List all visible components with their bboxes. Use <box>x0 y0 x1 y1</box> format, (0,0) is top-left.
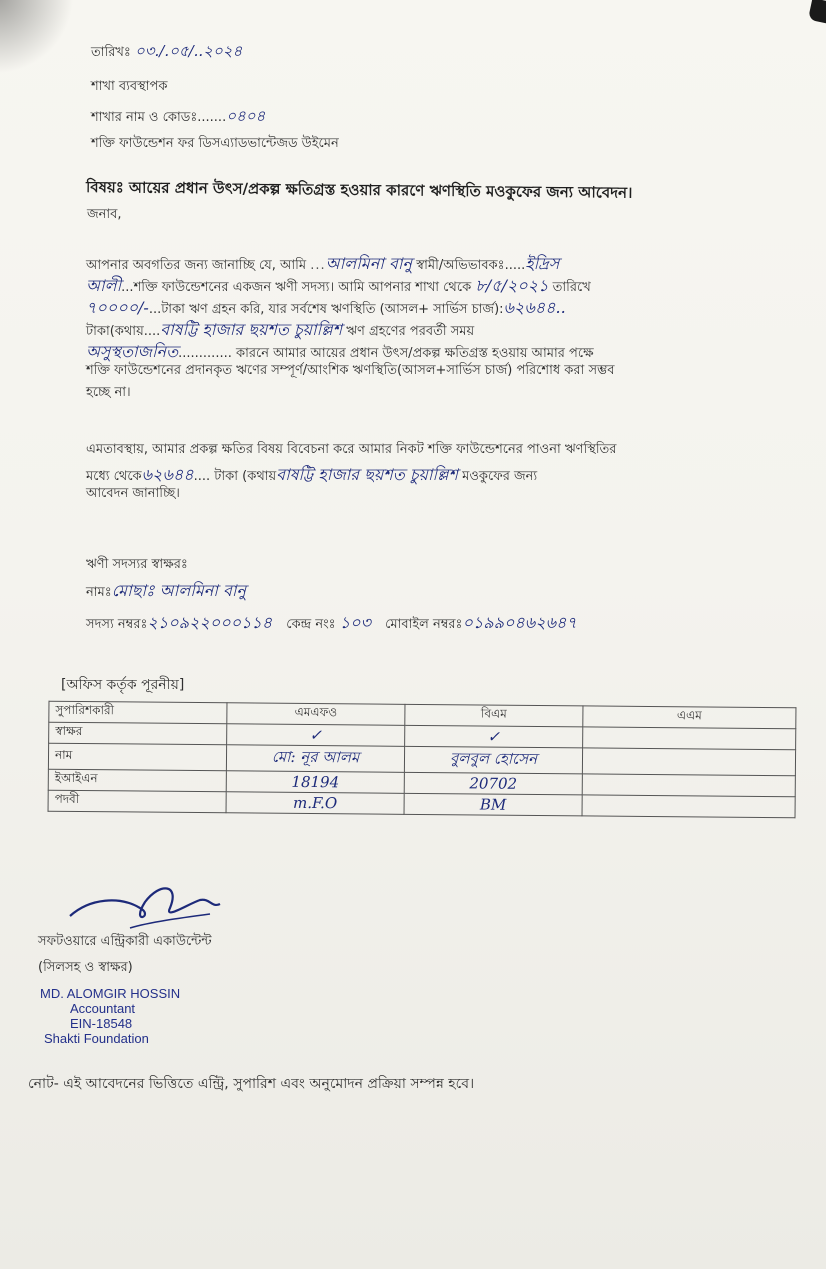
salutation: জনাব, <box>87 207 122 222</box>
member-full-name-hw: মোছাঃ আলমিনা বানু <box>111 581 247 600</box>
branch-code: ০৪০৪ <box>226 107 266 125</box>
member-name-hw: আলমিনা বানু <box>325 254 413 273</box>
date-line <box>91 40 242 65</box>
para1-text: ঋণ গ্রহণের পরবর্তী সময় <box>346 324 475 339</box>
para1-text: ............. কারনে আমার আয়ের প্রধান উৎস/প্রকল্প ক্ষতিগ্রস্ত হওয়ায় আমার পক্ষে <box>178 346 594 361</box>
mobile-label: মোবাইল নম্বরঃ <box>385 617 463 632</box>
para1-text: ...টাকা ঋণ গ্রহন করি, যার সর্বশেষ ঋণস্থিতি (আসল+ সার্ভিস চার্জ): <box>148 302 504 317</box>
am-signature <box>583 727 796 750</box>
balance-hw: ৬২৬৪৪.. <box>503 298 566 317</box>
member-info-line <box>86 610 577 637</box>
reason-hw: অসুস্থতাজনিত <box>86 342 179 361</box>
stamp-ein: EIN-18548 <box>70 1016 133 1031</box>
para1-text: আপনার অবগতির জন্য জানাচ্ছি যে, আমি <box>86 258 307 273</box>
para1-line1: আপনার অবগতির জন্য জানাচ্ছি যে, আমি ...আলমিনা বানু স্বামী/অভিভাবকঃ.....ইদ্রিস <box>86 254 560 273</box>
mfo-ein: 18194 <box>226 771 404 794</box>
para1-line6: শক্তি ফাউন্ডেশনের প্রদানকৃত ঋণের সম্পূর্ণ/আংশিক ঋণস্থিতি(আসল+সার্ভিস চার্জ) পরিশোধ করা সম্ভব <box>86 363 615 378</box>
col-mfo: এমএফও <box>227 703 405 726</box>
member-no-label: সদস্য নম্বরঃ <box>86 617 148 632</box>
am-designation <box>582 795 795 818</box>
mfo-signature: ✓ <box>227 724 405 747</box>
waiver-words-hw: বাষট্টি হাজার ছয়শত চুয়াল্লিশ <box>276 465 458 484</box>
am-ein <box>582 774 795 797</box>
accountant-label: সফটওয়ারে এন্ট্রিকারী একাউন্টেন্ট <box>38 934 212 949</box>
loan-date-hw: ৮/৫/২০২১ <box>475 276 549 295</box>
bm-name: বুলবুল হোসেন <box>404 746 582 774</box>
member-sig-label: ঋণী সদস্যর স্বাক্ষরঃ <box>86 557 188 572</box>
date-value: ০৩./.০৫/..২০২৪ <box>135 42 243 60</box>
para2-line1: এমতাবস্থায়, আমার প্রকল্প ক্ষতির বিষয় বিবেচনা করে আমার নিকট শক্তি ফাউন্ডেশনের পাওনা ঋণস্থিতির <box>86 442 617 457</box>
office-heading: [অফিস কর্তৃক পূরনীয়] <box>61 677 185 693</box>
member-name-line <box>86 578 246 605</box>
name-label: নামঃ <box>86 585 112 600</box>
waiver-amount-hw: ৬২৬৪৪ <box>141 465 194 484</box>
office-table <box>48 701 797 819</box>
addressee: শাখা ব্যবস্থাপক <box>91 79 168 94</box>
org-name: শক্তি ফাউন্ডেশন ফর ডিসএ্যাডভান্টেজড উইমেন <box>91 136 339 151</box>
para1-text: টাকা(কথায়.... <box>86 324 161 339</box>
col-bm: বিএম <box>405 704 583 727</box>
mfo-designation: m.F.O <box>226 792 404 815</box>
bm-signature: ✓ <box>405 725 583 748</box>
corner-clip <box>808 0 826 24</box>
stamp-org: Shakti Foundation <box>44 1031 149 1046</box>
accountant-stamp <box>40 986 180 1046</box>
member-no-hw: ২১০৯২২০০০১১৪ <box>147 613 273 632</box>
row-label: স্বাক্ষর <box>49 722 227 745</box>
footer-note: নোট- এই আবেদনের ভিত্তিতে এন্ট্রি, সুপারিশ এবং অনুমোদন প্রক্রিয়া সম্পন্ন হবে। <box>28 1076 475 1092</box>
center-no-hw: ১০৩ <box>339 613 371 632</box>
para2-text: মধ্যে থেকে <box>86 469 142 484</box>
amount-words-hw: বাষট্টি হাজার ছয়শত চুয়াল্লিশ <box>160 320 343 339</box>
branch-label: শাখার নাম ও কোডঃ....... <box>91 110 227 125</box>
para2-text: মওকুফের জন্য <box>462 469 538 484</box>
accountant-signature-image <box>60 878 230 938</box>
center-label: কেন্দ্র নংঃ <box>286 617 336 632</box>
accountant-seal-note: (সিলসহ ও স্বাক্ষর) <box>38 960 133 975</box>
row-label: নাম <box>48 743 226 771</box>
am-name <box>582 748 795 776</box>
guardian-label: স্বামী/অভিভাবকঃ..... <box>416 258 526 273</box>
para1-text: ...শক্তি ফাউন্ডেশনের একজন ঋণী সদস্য। আমি আপনার শাখা থেকে <box>121 280 472 295</box>
para2-text: .... টাকা (কথায় <box>193 469 277 484</box>
row-label: সুপারিশকারী <box>49 701 227 724</box>
row-label: ইআইএন <box>48 769 226 792</box>
para1-text: তারিখে <box>552 280 591 295</box>
stamp-name: MD. ALOMGIR HOSSIN <box>40 986 181 1001</box>
row-label: পদবী <box>48 790 226 813</box>
guardian-hw-2: আলী <box>86 276 122 295</box>
loan-amount-hw: ৭০০০০/- <box>86 298 149 317</box>
page-shadow <box>0 0 80 80</box>
bm-ein: 20702 <box>404 772 582 795</box>
stamp-title: Accountant <box>70 1001 136 1016</box>
date-label: তারিখঃ <box>91 45 131 60</box>
para2-line3: আবেদন জানাচ্ছি। <box>86 486 180 501</box>
guardian-hw: ইদ্রিস <box>525 254 560 273</box>
mobile-hw: ০১৯৯০৪৬২৬৪৭ <box>462 613 577 632</box>
branch-line <box>91 105 265 130</box>
col-am: এএম <box>583 706 796 729</box>
mfo-name: মো: নূর আলম <box>226 745 404 773</box>
subject-line: বিষয়ঃ আয়ের প্রধান উৎস/প্রকল্প ক্ষতিগ্রস্ত হওয়ার কারণে ঋণস্থিতি মওকুফের জন্য আবেদন। <box>85 178 633 202</box>
para1-line7: হচ্ছে না। <box>86 385 131 400</box>
bm-designation: BM <box>404 793 582 816</box>
